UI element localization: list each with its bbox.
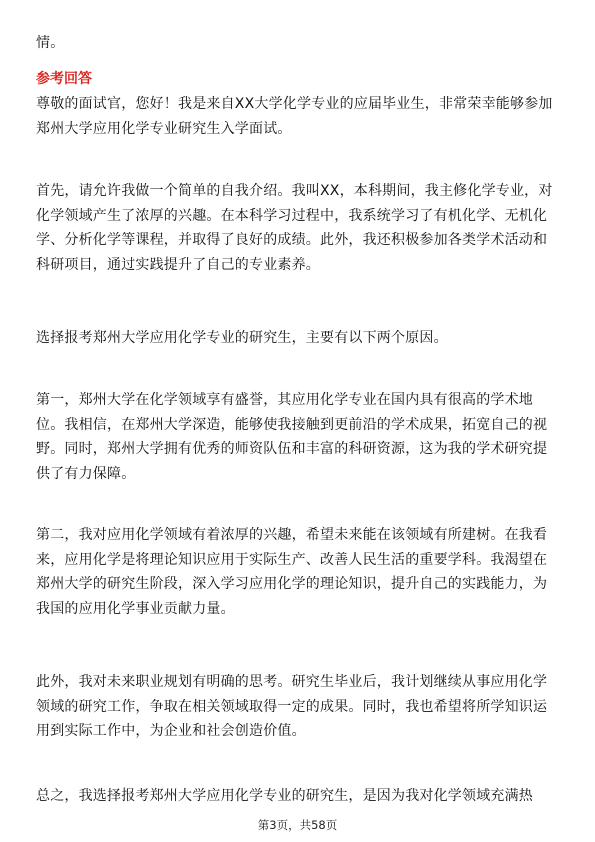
- text-line: 第一，郑州大学在化学领域享有盛誉，其应用化学专业在国内具有很高的学术地: [36, 392, 533, 408]
- leading-fragment: [36, 31, 566, 56]
- text-line: 领域的研究工作，争取在相关领域取得一定的成果。同时，我也希望将所学知识运: [36, 698, 548, 715]
- text-line: 用到实际工作中，为企业和社会创造价值。: [36, 723, 306, 739]
- text-line: 郑州大学的研究生阶段，深入学习应用化学的理论知识，提升自己的实践能力，为: [36, 576, 548, 592]
- text-line: 情。: [36, 35, 65, 51]
- text-line: 学、分析化学等课程，并取得了良好的成绩。此外，我还积极参加各类学术活动和: [36, 232, 548, 248]
- text-line: 来，应用化学是将理论知识应用于实际生产、改善人民生活的重要学科。我渴望在: [36, 551, 548, 568]
- paragraph-introduction: [36, 179, 566, 277]
- text-line: 化学领域产生了浓厚的兴趣。在本科学习过程中，我系统学习了有机化学、无机化: [36, 207, 548, 224]
- section-heading: 参考回答: [36, 71, 92, 87]
- text-line: 总之，我选择报考郑州大学应用化学专业的研究生，是因为我对化学领域充满热: [36, 788, 533, 804]
- text-line: 科研项目，通过实践提升了自己的专业素养。: [36, 256, 320, 273]
- paragraph-greeting: [36, 92, 566, 141]
- text-line: 尊敬的面试官，您好！我是来自XX大学化学专业的应届毕业生，非常荣幸能够参加: [36, 96, 553, 112]
- text-line: 第二，我对应用化学领域有着浓厚的兴趣，希望未来能在该领域有所建树。在我看: [36, 527, 548, 543]
- text-line: 位。我相信，在郑州大学深造，能够使我接触到更前沿的学术成果，拓宽自己的视: [36, 416, 548, 433]
- paragraph-reason-one: [36, 388, 566, 486]
- text-line: 此外，我对未来职业规划有明确的思考。研究生毕业后，我计划继续从事应用化学: [36, 674, 548, 690]
- text-line: 野。同时，郑州大学拥有优秀的师资队伍和丰富的科研资源，这为我的学术研究提: [36, 441, 548, 457]
- text-line: 我国的应用化学事业贡献力量。: [36, 600, 235, 617]
- text-line: 选择报考郑州大学应用化学专业的研究生，主要有以下两个原因。: [36, 330, 448, 346]
- paragraph-conclusion: [36, 784, 566, 809]
- page-number-footer: 第3页，共58页: [257, 818, 338, 832]
- paragraph-reason-two: [36, 523, 566, 621]
- text-line: 首先，请允许我做一个简单的自我介绍。我叫XX，本科期间，我主修化学专业，对: [36, 183, 553, 199]
- text-line: 郑州大学应用化学专业研究生入学面试。: [36, 120, 292, 137]
- text-line: 供了有力保障。: [36, 465, 136, 482]
- paragraph-career-plan: [36, 670, 566, 744]
- paragraph-reasons-intro: [36, 326, 566, 351]
